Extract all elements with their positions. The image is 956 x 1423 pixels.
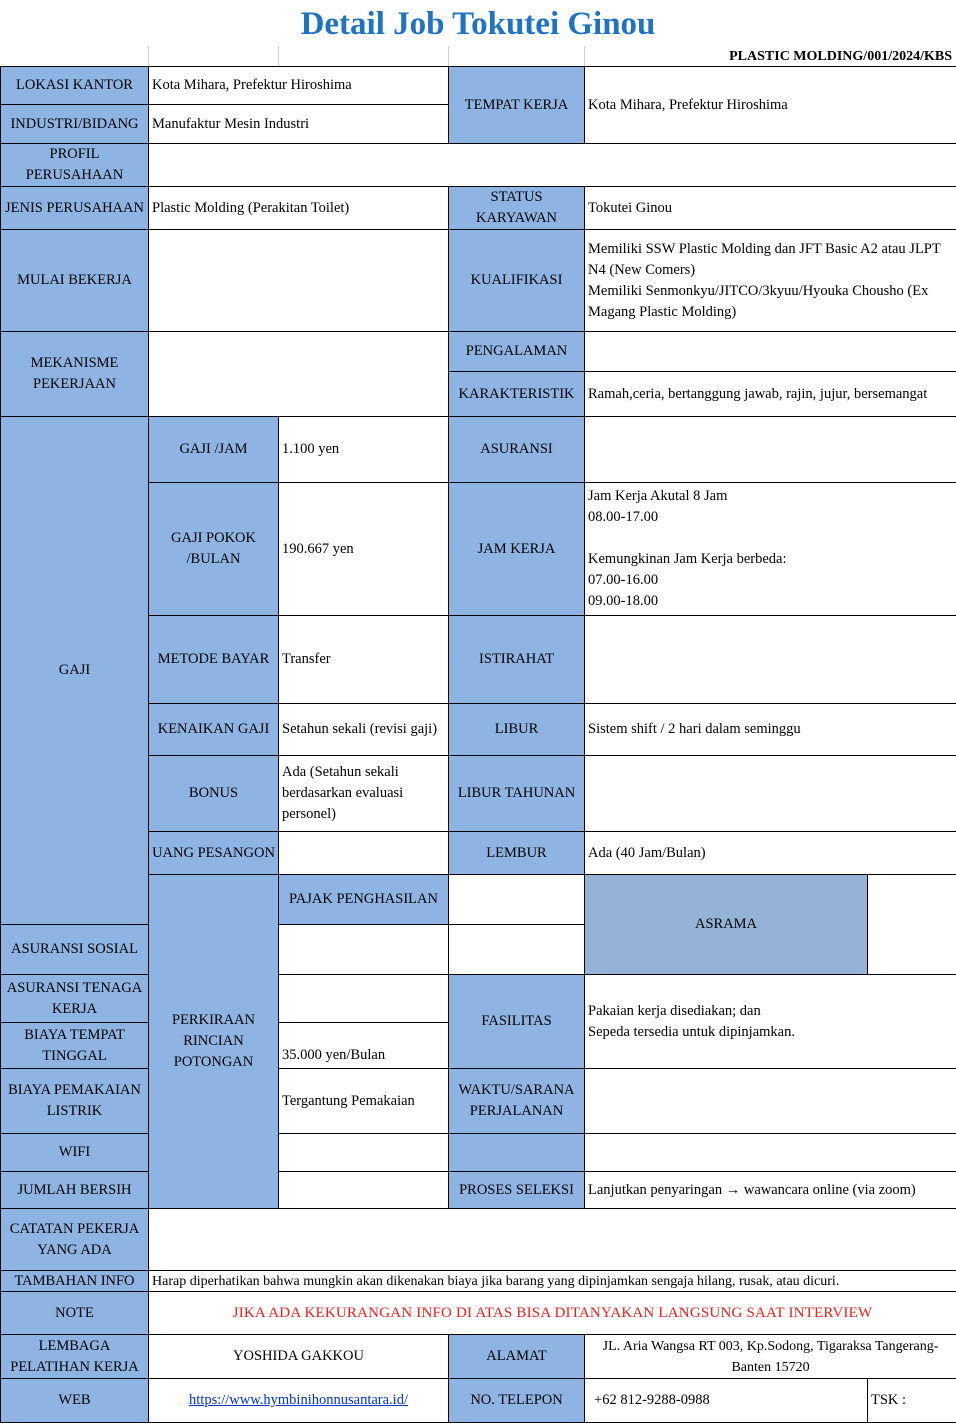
asrama-value [868,875,956,975]
status-value: Tokutei Ginou [585,187,956,230]
jumlah-bersih-label: JUMLAH BERSIH [1,1172,149,1209]
catatan-value [149,1209,956,1271]
libur-tahunan-label: LIBUR TAHUNAN [449,756,585,832]
mulai-label: MULAI BEKERJA [1,230,149,332]
metode-bayar-label: METODE BAYAR [149,616,279,704]
jenis-value: Plastic Molding (Perakitan Toilet) [149,187,449,230]
uang-pesangon-value [279,832,449,875]
job-detail-table [0,66,956,1423]
karakteristik-value: Ramah,ceria, bertanggung jawab, rajin, jujur, bersemangat [585,372,956,417]
tambahan-info-value: Harap diperhatikan bahwa mungkin akan dikenakan biaya jika barang yang dipinjamkan sengaja hilang, rusak, atau dicuri. [149,1271,956,1292]
page-title: Detail Job Tokutei Ginou [0,0,956,46]
industri-value: Manufaktur Mesin Industri [149,105,449,144]
karakteristik-label: KARAKTERISTIK [449,372,585,417]
jam-kerja-label: JAM KERJA [449,483,585,616]
potongan-label: PERKIRAAN RINCIAN POTONGAN [149,875,279,1209]
biaya-tempat-tinggal-value: 35.000 yen/Bulan [279,1023,449,1069]
gaji-pokok-label: GAJI POKOK /BULAN [149,483,279,616]
mekanisme-value [149,332,449,417]
tempat-kerja-value: Kota Mihara, Prefektur Hiroshima [585,67,956,144]
tsk-label: TSK : [868,1379,956,1423]
lembur-label: LEMBUR [449,832,585,875]
gaji-jam-label: GAJI /JAM [149,417,279,483]
pengalaman-label: PENGALAMAN [449,332,585,372]
libur-value: Sistem shift / 2 hari dalam seminggu [585,704,956,756]
web-cell [149,1379,449,1423]
status-label: STATUS KARYAWAN [449,187,585,230]
telepon-label: NO. TELEPON [449,1379,585,1423]
uang-pesangon-label: UANG PESANGON [149,832,279,875]
libur-tahunan-value [585,756,956,832]
bonus-value: Ada (Setahun sekali berdasarkan evaluasi personel) [279,756,449,832]
lokasi-kantor-value: Kota Mihara, Prefektur Hiroshima [149,67,449,105]
kenaikan-gaji-value: Setahun sekali (revisi gaji) [279,704,449,756]
asuransi-sosial-value [279,925,449,975]
biaya-tempat-tinggal-label: BIAYA TEMPAT TINGGAL [1,1023,149,1069]
profil-label: PROFIL PERUSAHAAN [1,144,149,187]
alamat-value: JL. Aria Wangsa RT 003, Kp.Sodong, Tigaraksa Tangerang-Banten 15720 [585,1335,956,1379]
waktu-perjalanan-value [585,1069,956,1134]
jenis-label: JENIS PERUSAHAAN [1,187,149,230]
profil-value [149,144,956,187]
kualifikasi-label: KUALIFIKASI [449,230,585,332]
fasilitas-label: FASILITAS [449,975,585,1069]
biaya-listrik-label: BIAYA PEMAKAIAN LISTRIK [1,1069,149,1134]
empty-label-cell [449,1134,585,1172]
istirahat-value [585,616,956,704]
telepon-value: +62 812-9288-0988 [588,1392,710,1408]
wifi-label: WIFI [1,1134,149,1172]
industri-label: INDUSTRI/BIDANG [1,105,149,144]
kualifikasi-value: Memiliki SSW Plastic Molding dan JFT Basic A2 atau JLPT N4 (New Comers) Memiliki Senmonkyu/JITCO/3kyuu/Hyouka Chousho (Ex Magang Plastic Molding) [585,230,956,332]
metode-bayar-value: Transfer [279,616,449,704]
wifi-value [279,1134,449,1172]
document-code: PLASTIC MOLDING/001/2024/KBS [0,46,952,66]
note-label: NOTE [1,1292,149,1335]
tambahan-info-label: TAMBAHAN INFO [1,1271,149,1292]
jam-kerja-value: Jam Kerja Akutal 8 Jam 08.00-17.00 Kemungkinan Jam Kerja berbeda: 07.00-16.00 09.00-18.00 [585,483,956,616]
proses-seleksi-value: Lanjutkan penyaringan → wawancara online (via zoom) [585,1172,956,1209]
mekanisme-label: MEKANISME PEKERJAAN [1,332,149,417]
web-label: WEB [1,1379,149,1423]
tempat-kerja-label: TEMPAT KERJA [449,67,585,144]
bonus-label: BONUS [149,756,279,832]
jumlah-bersih-value [279,1172,449,1209]
waktu-perjalanan-label: WAKTU/SARANA PERJALANAN [449,1069,585,1134]
pajak-value [449,875,585,925]
asuransi-tenaga-kerja-label: ASURANSI TENAGA KERJA [1,975,149,1023]
gaji-jam-value: 1.100 yen [279,417,449,483]
telepon-value-cell [585,1379,868,1423]
note-value: JIKA ADA KEKURANGAN INFO DI ATAS BISA DITANYAKAN LANGSUNG SAAT INTERVIEW [149,1292,956,1335]
gaji-pokok-value: 190.667 yen [279,483,449,616]
catatan-label: CATATAN PEKERJA YANG ADA [1,1209,149,1271]
istirahat-label: ISTIRAHAT [449,616,585,704]
web-link[interactable]: https://www.hymbinihonnusantara.id/ [189,1392,408,1408]
proses-seleksi-label: PROSES SELEKSI [449,1172,585,1209]
biaya-listrik-value: Tergantung Pemakaian [279,1069,449,1134]
mulai-value [149,230,449,332]
lembaga-value: YOSHIDA GAKKOU [149,1335,449,1379]
asuransi-value [585,417,956,483]
asrama-label: ASRAMA [585,875,868,975]
lembur-value: Ada (40 Jam/Bulan) [585,832,956,875]
kenaikan-gaji-label: KENAIKAN GAJI [149,704,279,756]
lokasi-kantor-label: LOKASI KANTOR [1,67,149,105]
asuransi-sosial-label: ASURANSI SOSIAL [1,925,149,975]
pengalaman-value [585,332,956,372]
asuransi-tenaga-kerja-value [279,975,449,1023]
gaji-label: GAJI [1,417,149,925]
libur-label: LIBUR [449,704,585,756]
empty-value-cell [585,1134,956,1172]
fasilitas-value: Pakaian kerja disediakan; dan Sepeda tersedia untuk dipinjamkan. [585,975,956,1069]
asuransi-label: ASURANSI [449,417,585,483]
lembaga-label: LEMBAGA PELATIHAN KERJA [1,1335,149,1379]
pajak-label: PAJAK PENGHASILAN [279,875,449,925]
alamat-label: ALAMAT [449,1335,585,1379]
